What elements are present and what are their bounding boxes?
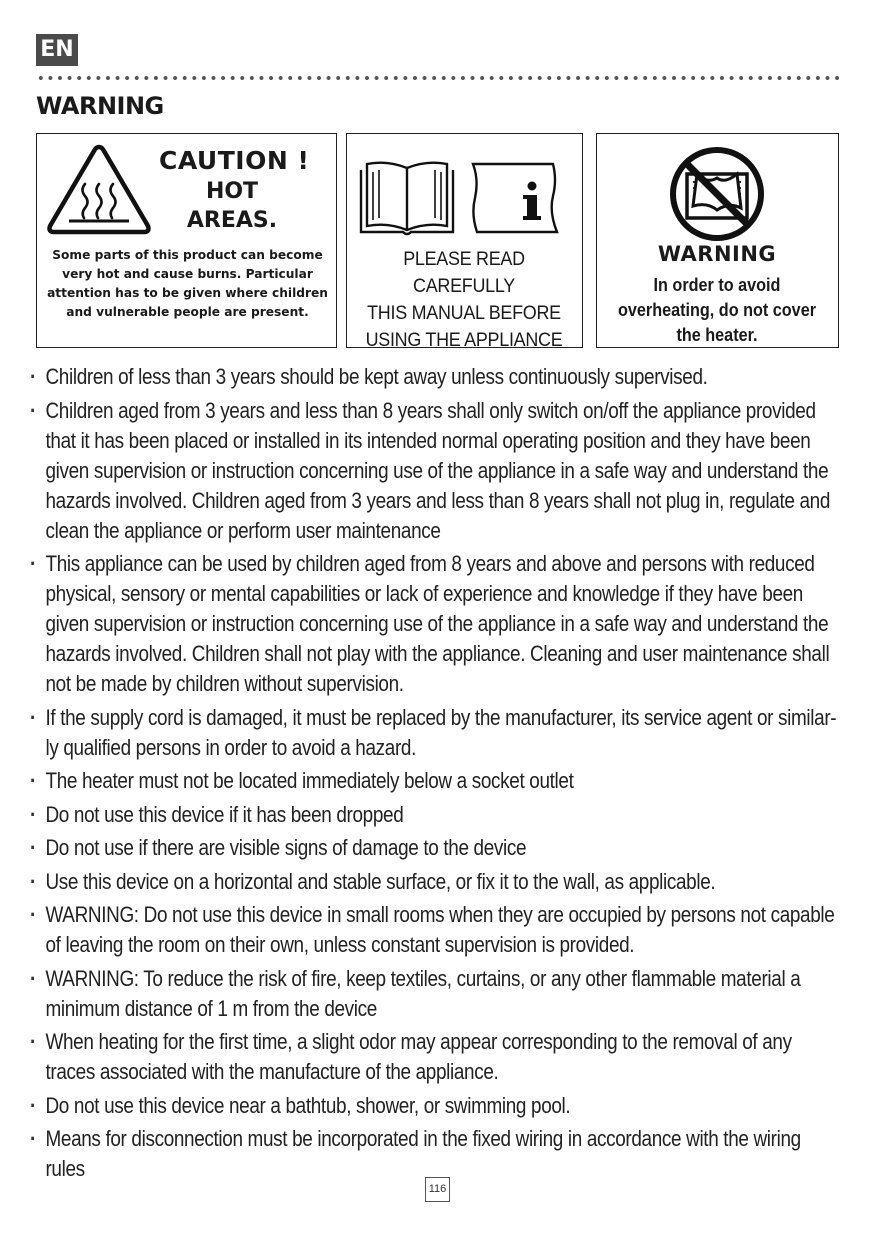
list-item: · Use this device on a horizontal and stable surface, or fix it to the wall, as applicable. bbox=[30, 867, 838, 897]
caution-hot-label: HOT bbox=[205, 179, 259, 204]
do-not-cover-title: WARNING bbox=[657, 242, 777, 266]
language-badge: EN bbox=[36, 34, 78, 66]
list-item: · This appliance can be used by children aged from 8 years and above and persons with reduced physical, sensory or mental capabilities or lack of experience and knowledge if they have been given supervision or instruction concerning use of the appliance in a safe way and understand the hazards involved. Children shall not play with the appliance. Cleaning and user maintenance shall not be made by children without supervision. bbox=[30, 549, 838, 699]
do-not-cover-icon bbox=[667, 144, 767, 244]
read-manual-panel bbox=[346, 133, 583, 351]
read-manual-line-1: PLEASE READ CAREFULLY bbox=[403, 248, 525, 297]
caution-title: CAUTION ! bbox=[159, 146, 310, 175]
caution-areas-label: AREAS. bbox=[186, 208, 278, 233]
read-manual-icon bbox=[357, 160, 571, 236]
list-item: · When heating for the first time, a slight odor may appear corresponding to the removal of any traces associated with the manufacture of the appliance. bbox=[30, 1027, 838, 1087]
list-item: · Do not use this device if it has been dropped bbox=[30, 800, 838, 830]
list-item: · WARNING: Do not use this device in small rooms when they are occupied by persons not capable of leaving the room on their own, unless constant supervision is provided. bbox=[30, 900, 838, 960]
list-item: · WARNING: To reduce the risk of fire, keep textiles, curtains, or any other flammable material a minimum distance of 1 m from the device bbox=[30, 964, 838, 1024]
list-item: · Children aged from 3 years and less than 8 years shall only switch on/off the appliance provided that it has been placed or installed in its intended normal operating position and they have been given supervision or instruction concerning use of the appliance in a safe way and understand the hazards involved. Children aged from 3 years and less than 8 years shall not plug in, regulate and clean the appliance or perform user maintenance bbox=[30, 396, 838, 546]
caution-description: Some parts of this product can become very hot and cause burns. Particular attention has to be given where children and vulnerable people are present. bbox=[47, 248, 328, 319]
read-manual-line-2: THIS MANUAL BEFORE bbox=[367, 302, 561, 324]
section-title: WARNING bbox=[36, 92, 164, 120]
list-item: · Do not use if there are visible signs of damage to the device bbox=[30, 833, 838, 863]
dotted-divider bbox=[36, 75, 840, 81]
read-manual-text bbox=[358, 246, 570, 354]
page-number: 116 bbox=[425, 1177, 450, 1202]
do-not-cover-text: In order to avoid overheating, do not cover the heater. bbox=[617, 275, 817, 345]
list-item: · Do not use this device near a bathtub, shower, or swimming pool. bbox=[30, 1091, 838, 1121]
list-item: · The heater must not be located immediately below a socket outlet bbox=[30, 766, 838, 796]
do-not-cover-panel bbox=[596, 133, 839, 348]
list-item: · Means for disconnection must be incorporated in the fixed wiring in accordance with the wiring rules bbox=[30, 1124, 838, 1184]
list-item: · Children of less than 3 years should be kept away unless continuously supervised. bbox=[30, 362, 838, 392]
read-manual-line-3: USING THE APPLIANCE bbox=[365, 329, 563, 351]
list-item: · If the supply cord is damaged, it must be replaced by the manufacturer, its service agent or similar-ly qualified persons in order to avoid a hazard. bbox=[30, 703, 838, 763]
caution-panel bbox=[36, 133, 337, 348]
safety-instructions-list bbox=[30, 362, 850, 1188]
